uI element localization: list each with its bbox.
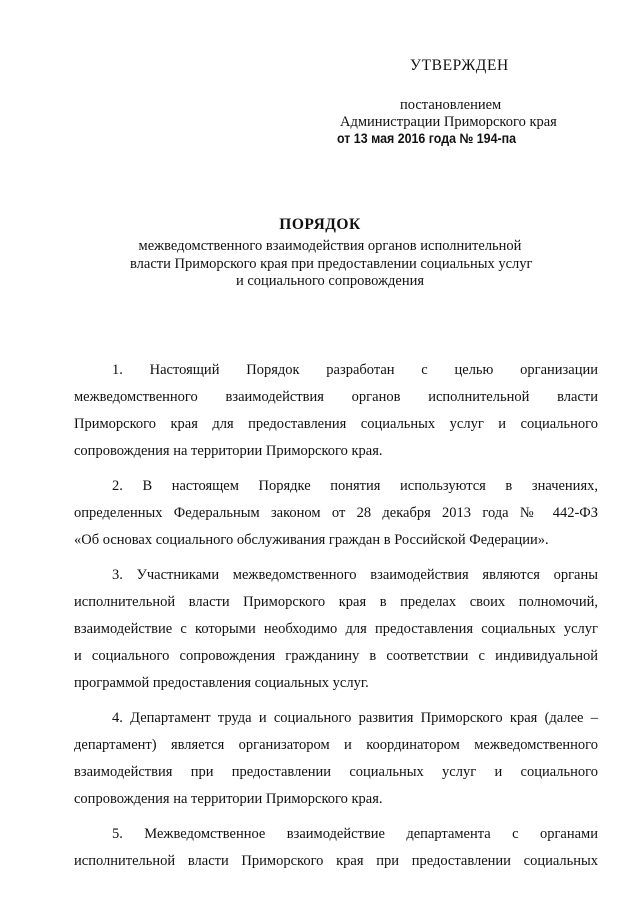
document-body [74, 357, 598, 883]
text-line: сопровождения на территории Приморского края. [74, 791, 383, 807]
approval-resolution-label: постановлением [400, 97, 502, 113]
paragraph-2 [74, 473, 598, 554]
document-title: ПОРЯДОК [279, 216, 361, 233]
paragraph-3 [74, 562, 598, 697]
paragraph-4 [74, 705, 598, 813]
text-line: программой предоставления социальных услуг. [74, 675, 369, 691]
text-line: Приморского края для предоставления социальных услуг и социального [74, 416, 598, 432]
approval-date-number: от 13 мая 2016 года № 194-па [337, 131, 517, 146]
text-line: взаимодействия при предоставлении социальных услуг и социального [74, 764, 598, 780]
text-line: «Об основах социального обслуживания граждан в Российской Федерации». [74, 532, 549, 548]
text-line: и социального сопровождения гражданину в соответствии с индивидуальной [74, 648, 598, 664]
text-line: 1. Настоящий Порядок разработан с целью организации [112, 362, 598, 378]
paragraph-1 [74, 357, 598, 465]
text-line: департамент) является организатором и координатором межведомственного [74, 737, 598, 753]
approval-authority: Администрации Приморского края [340, 114, 557, 130]
paragraph-5 [74, 821, 598, 875]
text-line: межведомственного взаимодействия органов исполнительной власти [74, 389, 598, 405]
subtitle-line: межведомственного взаимодействия органов исполнительной [138, 238, 522, 254]
text-line: 5. Межведомственное взаимодействие департамента с органами [112, 826, 598, 842]
text-line: определенных Федеральным законом от 28 декабря 2013 года № 442-ФЗ [74, 505, 598, 521]
text-line: взаимодействие с которыми необходимо для предоставления социальных услуг [74, 621, 598, 637]
text-line: исполнительной власти Приморского края в пределах своих полномочий, [74, 594, 598, 610]
text-line: сопровождения на территории Приморского края. [74, 443, 383, 459]
approved-stamp-title: УТВЕРЖДЕН [410, 57, 509, 74]
approval-block [0, 0, 640, 160]
subtitle-line: и социального сопровождения [235, 273, 425, 289]
document-subtitle [130, 238, 533, 291]
text-line: 4. Департамент труда и социального развития Приморского края (далее – [112, 710, 598, 726]
text-line: 3. Участниками межведомственного взаимодействия являются органы [112, 567, 598, 583]
subtitle-line: власти Приморского края при предоставлении социальных услуг [130, 255, 533, 272]
text-line: исполнительной власти Приморского края при предоставлении социальных [74, 853, 598, 869]
text-line: 2. В настоящем Порядке понятия используются в значениях, [112, 478, 598, 494]
